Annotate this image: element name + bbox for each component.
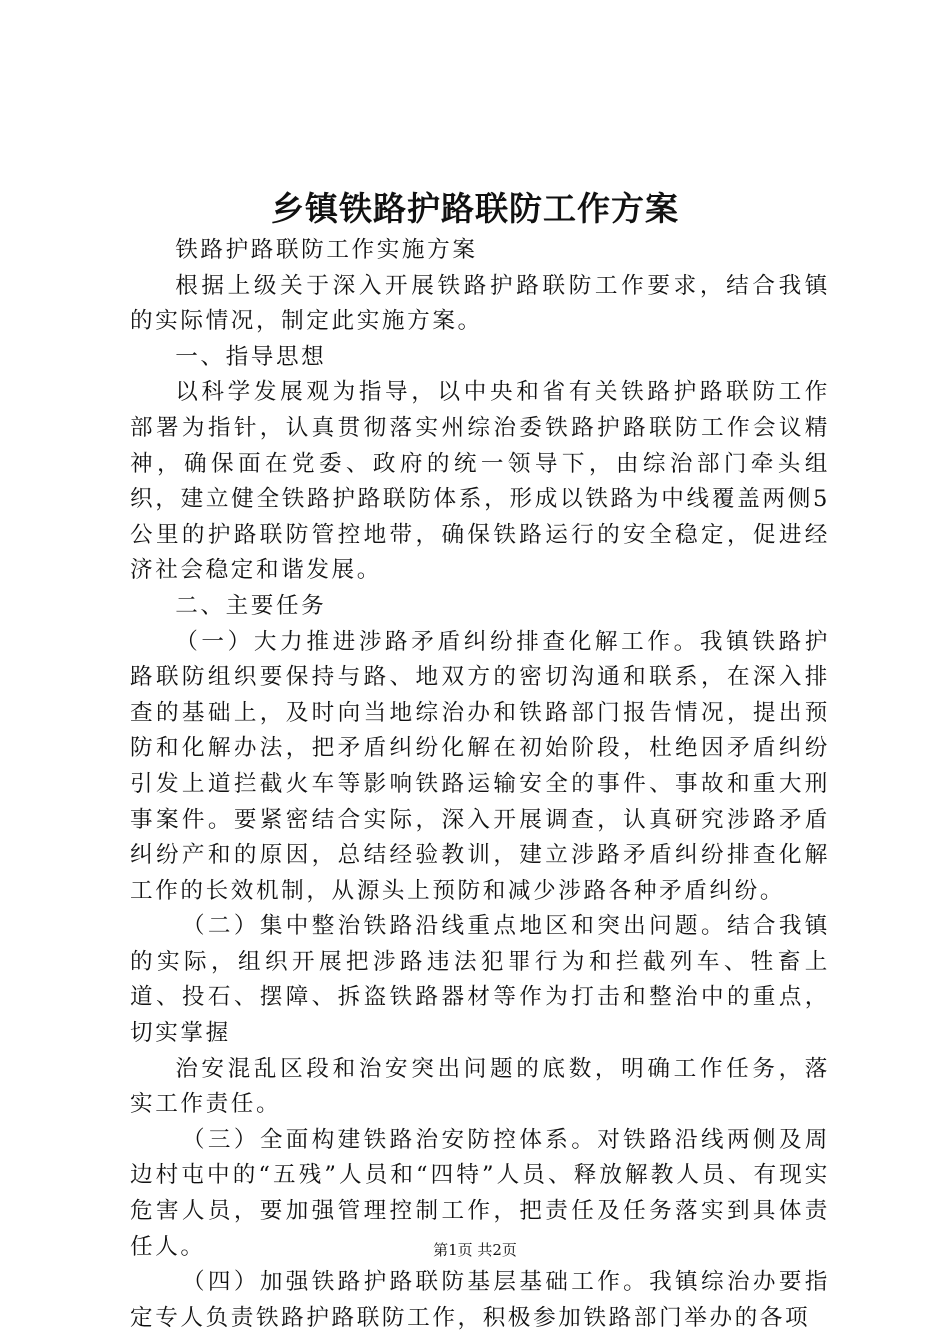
paragraph-guiding-ideology: 以科学发展观为指导，以中央和省有关铁路护路联防工作部署为指针，认真贯彻落实州综治委铁路护路联防工作会议精神，确保面在党委、政府的统一领导下，由综治部门牵头组织，建立健全铁路护路联防体系，形成以铁路为中线覆盖两侧5公里的护路联防管控地带，确保铁路运行的安全稳定，促进经济社会稳定和谐发展。	[130, 379, 830, 584]
section-heading-guiding-ideology: 一、指导思想	[175, 343, 327, 370]
paragraph-subtitle: 铁路护路联防工作实施方案	[175, 237, 478, 263]
paragraph-task-4: （四）加强铁路护路联防基层基础工作。我镇综治办要指定专人负责铁路护路联防工作，积极参加铁路部门举办的各项	[130, 1269, 830, 1331]
paragraph-task-2: （二）集中整治铁路沿线重点地区和突出问题。结合我镇的实际，组织开展把涉路违法犯罪行为和拦截列车、牲畜上道、投石、摆障、拆盗铁路器材等作为打击和整治中的重点，切实掌握	[130, 913, 830, 1047]
document-title: 乡镇铁路护路联防工作方案	[271, 189, 679, 228]
paragraph-task-3: （三）全面构建铁路治安防控体系。对铁路沿线两侧及周边村屯中的“五残”人员和“四特”人员、释放解教人员、有现实危害人员，要加强管理控制工作，把责任及任务落实到具体责任人。	[130, 1126, 830, 1260]
paragraph-intro: 根据上级关于深入开展铁路护路联防工作要求，结合我镇的实际情况，制定此实施方案。	[130, 272, 830, 335]
page-number-total: 共2页	[477, 1241, 517, 1259]
section-heading-main-tasks: 二、主要任务	[175, 592, 327, 619]
document-body	[130, 233, 830, 1336]
paragraph-task-2-continued: 治安混乱区段和治安突出问题的底数，明确工作任务，落实工作责任。	[130, 1055, 830, 1118]
page-footer	[0, 1240, 950, 1260]
paragraph-task-1: （一）大力推进涉路矛盾纠纷排查化解工作。我镇铁路护路联防组织要保持与路、地双方的密切沟通和联系，在深入排查的基础上，及时向当地综治办和铁路部门报告情况，提出预防和化解办法，把矛盾纠纷化解在初始阶段，杜绝因矛盾纠纷引发上道拦截火车等影响铁路运输安全的事件、事故和重大刑事案件。要紧密结合实际，深入开展调查，认真研究涉路矛盾纠纷产和的原因，总结经验教训，建立涉路矛盾纠纷排查化解工作的长效机制，从源头上预防和减少涉路各种矛盾纠纷。	[130, 628, 830, 904]
page-number-current: 第1页	[433, 1241, 473, 1259]
